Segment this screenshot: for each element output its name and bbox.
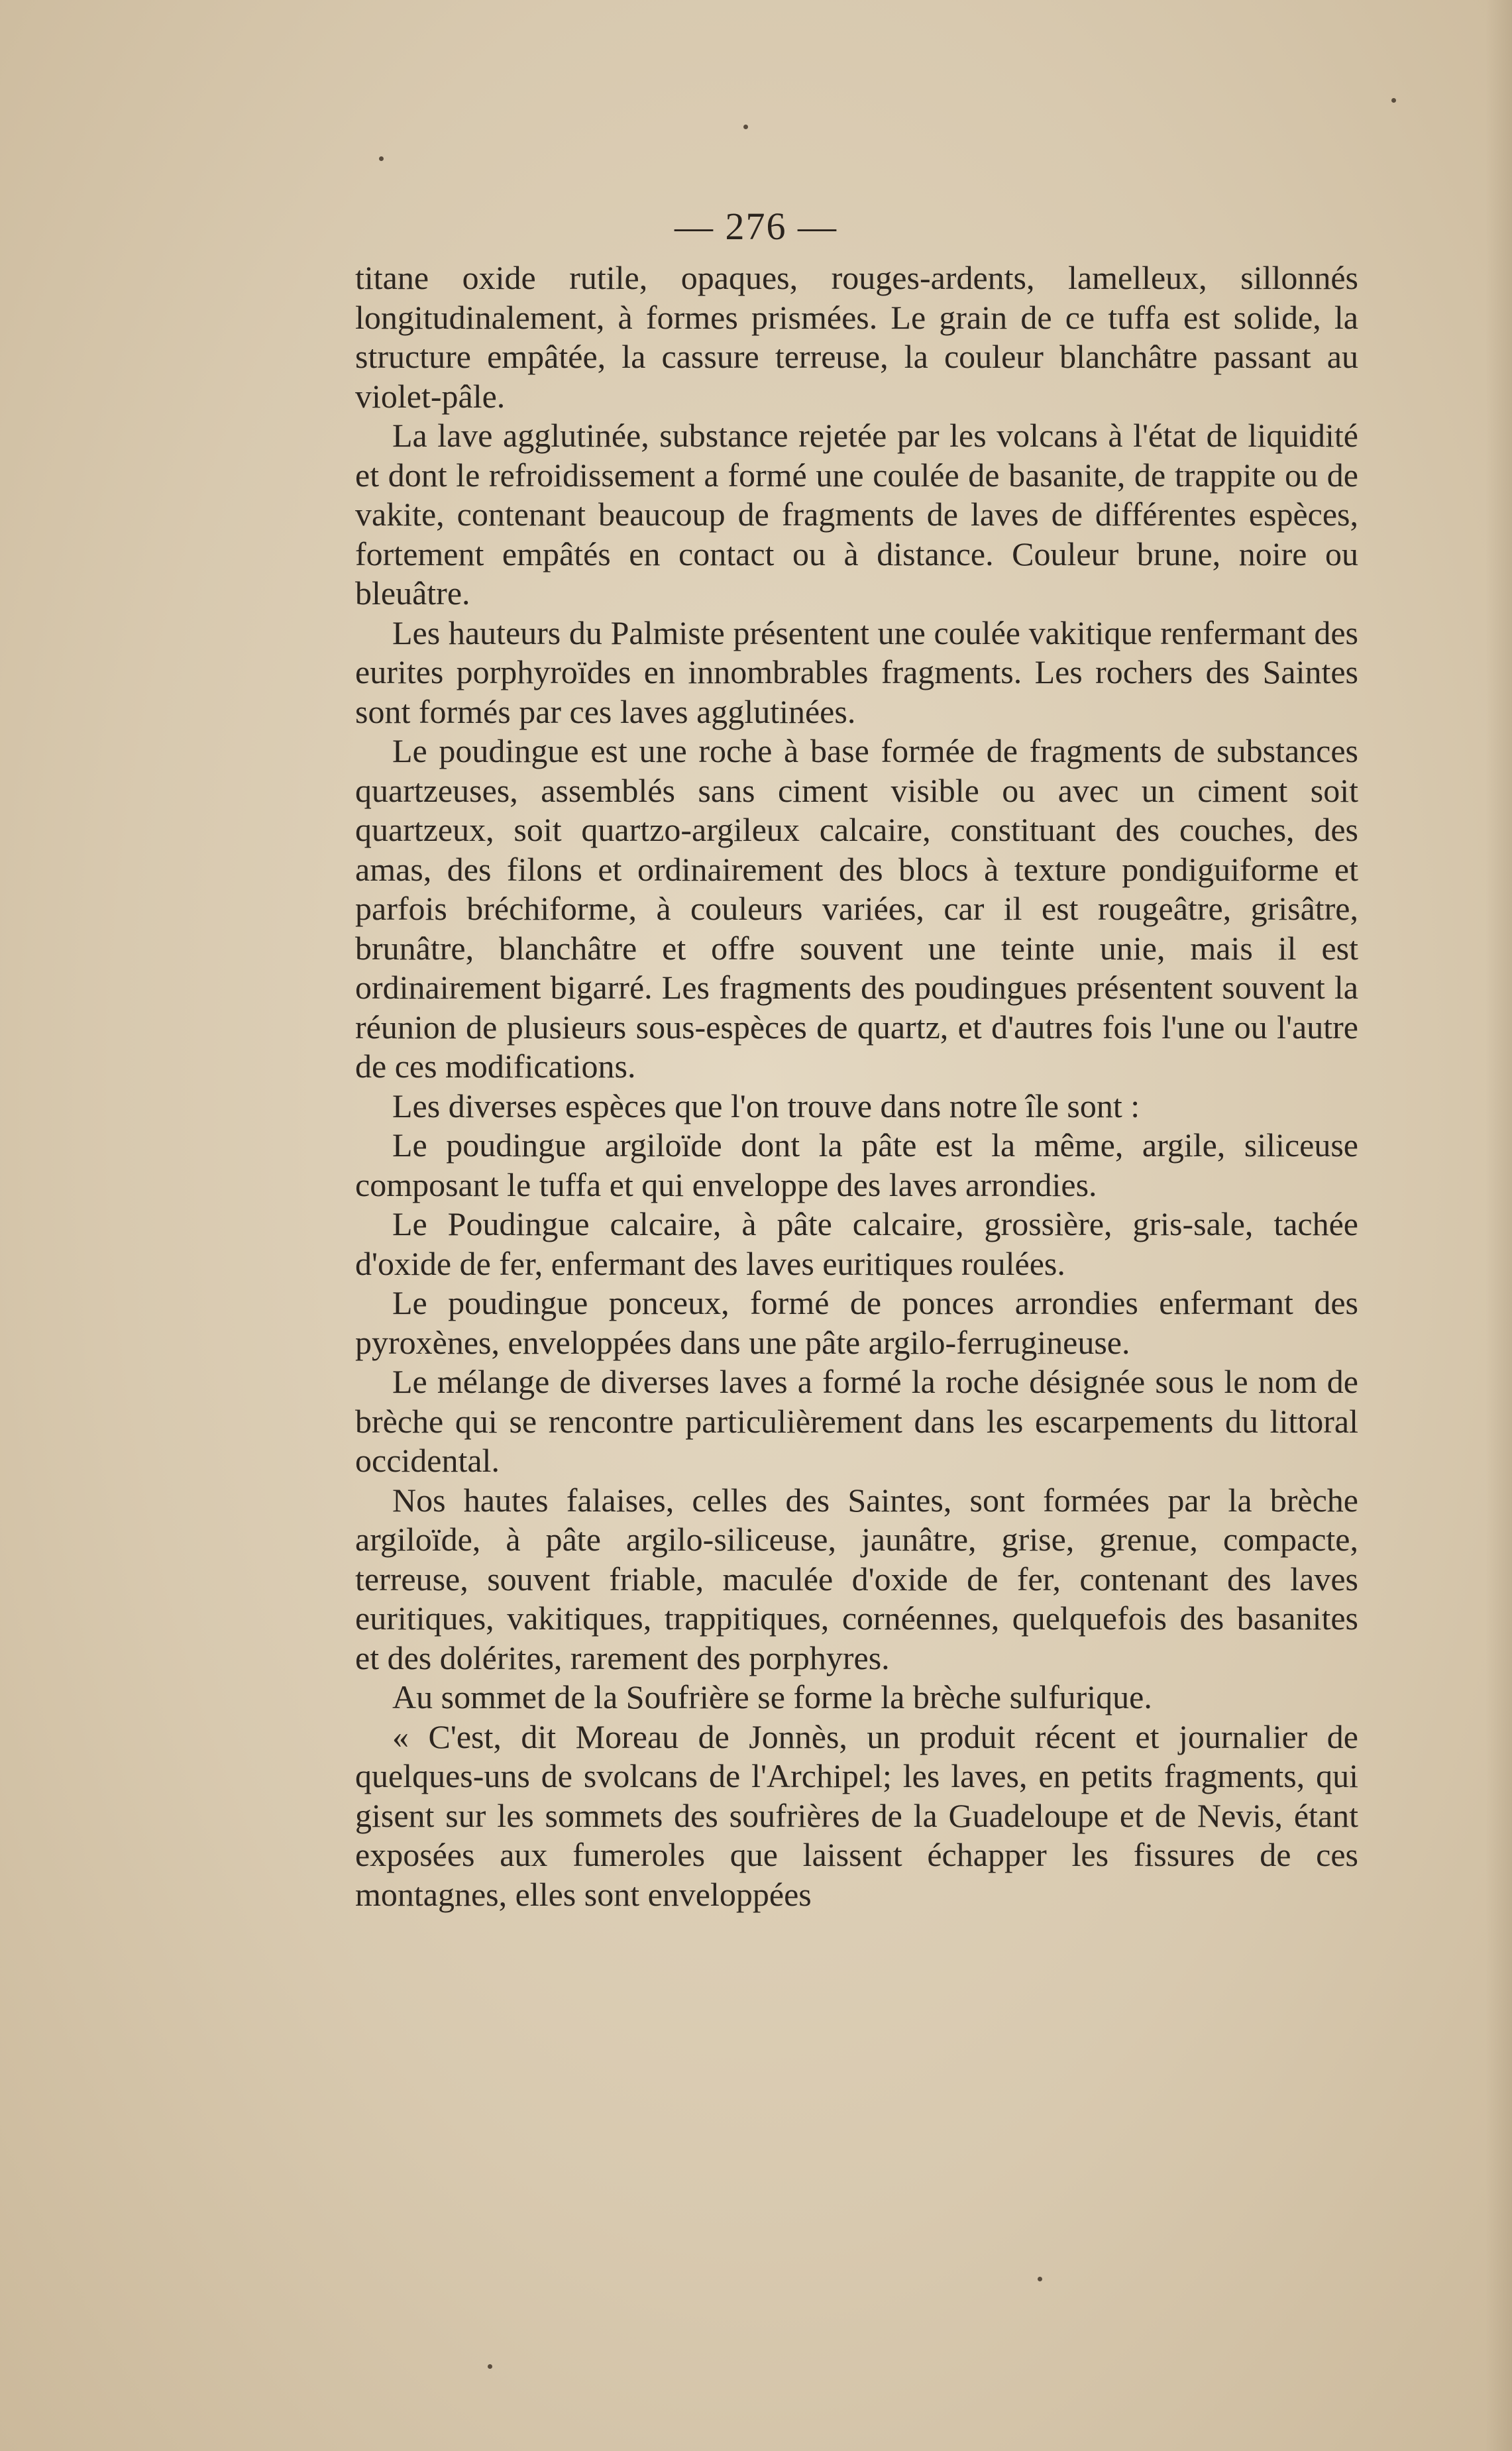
paragraph: « C'est, dit Moreau de Jonnès, un produit récent et journalier de quelques-uns de svolcans de l'Archipel; les laves, en petits fragments, qui gisent sur les sommets des soufrières de la Guadeloupe et de Nevis, étant exposées aux fumeroles que laissent échapper les fissures de ces montagnes, elles sont enveloppées <box>355 1717 1358 1913</box>
body-text <box>355 258 1358 1914</box>
paragraph: Les diverses espèces que l'on trouve dans notre île sont : <box>392 1087 1140 1124</box>
paper-speck <box>488 2364 492 2369</box>
paragraph: Le poudingue argiloïde dont la pâte est la même, argile, siliceuse composant le tuffa et qui enveloppe des laves arrondies. <box>355 1126 1358 1203</box>
paragraph: Nos hautes falaises, celles des Saintes, sont formées par la brèche argiloïde, à pâte argilo-siliceuse, jaunâtre, grise, grenue, compacte, terreuse, souvent friable, maculée d'oxide de fer, contenant des laves euritiques, vakitiques, trappitiques, cornéennes, quelquefois des basanites et des dolérites, rarement des porphyres. <box>355 1481 1358 1676</box>
paper-speck <box>1038 2277 1042 2281</box>
paragraph: Le poudingue est une roche à base formée de fragments de substances quartzeuses, assemblés sans ciment visible ou avec un ciment soit quartzeux, soit quartzo-argileux calcaire, constituant des couches, des amas, des filons et ordinairement des blocs à texture pondiguiforme et parfois bréchiforme, à couleurs variées, car il est rougeâtre, grisâtre, brunâtre, blanchâtre et offre souvent une teinte unie, mais il est ordinairement bigarré. Les fragments des poudingues présentent souvent la réunion de plusieurs sous-espèces de quartz, et d'autres fois l'une ou l'autre de ces modifications. <box>355 732 1358 1085</box>
paragraph: titane oxide rutile, opaques, rouges-ardents, lamelleux, sillonnés longitudinalement, à formes prismées. Le grain de ce tuffa est solide, la structure empâtée, la cassure terreuse, la couleur blanchâtre passant au violet-pâle. <box>355 259 1358 415</box>
paragraph: Le mélange de diverses laves a formé la roche désignée sous le nom de brèche qui se rencontre particulièrement dans les escarpements du littoral occidental. <box>355 1363 1358 1479</box>
paragraph: Au sommet de la Soufrière se forme la brèche sulfurique. <box>392 1678 1152 1716</box>
paragraph: Le poudingue ponceux, formé de ponces arrondies enfermant des pyroxènes, enveloppées dans une pâte argilo-ferrugineuse. <box>355 1284 1358 1361</box>
paper-speck <box>379 156 384 161</box>
paragraph: La lave agglutinée, substance rejetée par les volcans à l'état de liquidité et dont le refroidissement a formé une coulée de basanite, de trappite ou de vakite, contenant beaucoup de fragments de laves de différentes espèces, fortement empâtés en contact ou à distance. Couleur brune, noire ou bleuâtre. <box>355 417 1358 612</box>
paragraph: Le Poudingue calcaire, à pâte calcaire, grossière, gris-sale, tachée d'oxide de fer, enfermant des laves euritiques roulées. <box>355 1205 1358 1282</box>
paper-speck <box>1391 98 1396 103</box>
paragraph: Les hauteurs du Palmiste présentent une coulée vakitique renfermant des eurites porphyroïdes en innombrables fragments. Les rochers des Saintes sont formés par ces laves agglutinées. <box>355 614 1358 730</box>
paper-speck <box>743 125 748 129</box>
page-edge-shadow <box>1485 0 1512 2451</box>
page-number: — 276 — <box>675 205 837 248</box>
